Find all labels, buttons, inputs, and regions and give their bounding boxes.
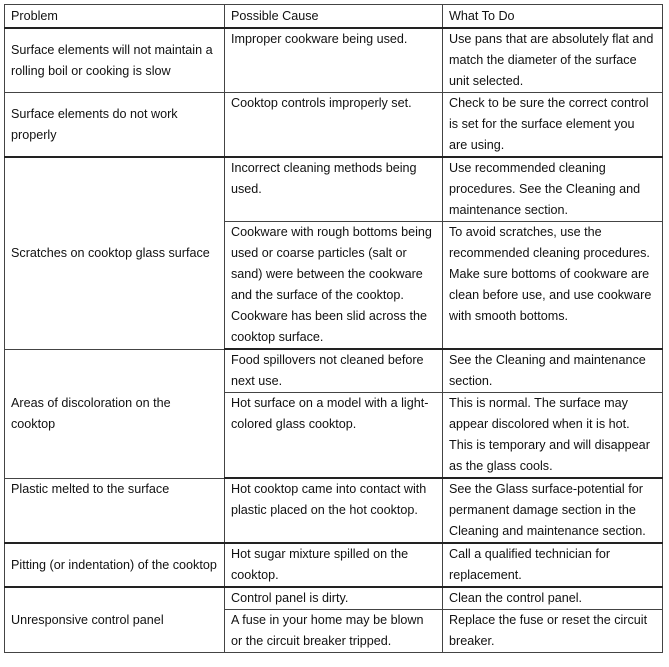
problem-cell: Areas of discoloration on the cooktop (5, 349, 225, 478)
table-row (5, 28, 663, 93)
cause-cell: Cookware with rough bottoms being used or coarse particles (salt or sand) were between the cookware and the surface of the cooktop. Cookware has been slid across the cooktop surface. (225, 222, 443, 350)
cause-cell: Hot surface on a model with a light-colored glass cooktop. (225, 393, 443, 479)
problem-cell: Unresponsive control panel (5, 587, 225, 653)
action-cell: Replace the fuse or reset the circuit breaker. (443, 610, 663, 653)
action-cell: To avoid scratches, use the recommended cleaning procedures. Make sure bottoms of cookware are clean before use, and use cookware with smooth bottoms. (443, 222, 663, 350)
cause-cell: Hot cooktop came into contact with plastic placed on the hot cooktop. (225, 478, 443, 543)
cause-cell: Hot sugar mixture spilled on the cooktop. (225, 543, 443, 587)
action-cell: See the Glass surface-potential for permanent damage section in the Cleaning and maintenance section. (443, 478, 663, 543)
table-row (5, 587, 663, 610)
header-row (5, 5, 663, 29)
table-row (5, 478, 663, 543)
cause-cell: Cooktop controls improperly set. (225, 93, 443, 158)
problem-cell: Surface elements will not maintain a rolling boil or cooking is slow (5, 28, 225, 93)
problem-cell: Plastic melted to the surface (5, 478, 225, 543)
action-cell: Use pans that are absolutely flat and match the diameter of the surface unit selected. (443, 28, 663, 93)
action-cell: Check to be sure the correct control is set for the surface element you are using. (443, 93, 663, 158)
action-cell: Clean the control panel. (443, 587, 663, 610)
troubleshooting-table (4, 4, 663, 653)
cause-cell: Incorrect cleaning methods being used. (225, 157, 443, 222)
cause-cell: A fuse in your home may be blown or the circuit breaker tripped. (225, 610, 443, 653)
action-cell: Use recommended cleaning procedures. See the Cleaning and maintenance section. (443, 157, 663, 222)
action-cell: See the Cleaning and maintenance section. (443, 349, 663, 393)
table-row (5, 543, 663, 587)
cause-cell: Control panel is dirty. (225, 587, 443, 610)
problem-cell: Pitting (or indentation) of the cooktop (5, 543, 225, 587)
table-row (5, 93, 663, 158)
header-problem: Problem (5, 5, 225, 29)
header-what-to-do: What To Do (443, 5, 663, 29)
problem-cell: Scratches on cooktop glass surface (5, 157, 225, 349)
action-cell: Call a qualified technician for replacement. (443, 543, 663, 587)
table-row (5, 349, 663, 393)
action-cell: This is normal. The surface may appear discolored when it is hot. This is temporary and will disappear as the glass cools. (443, 393, 663, 479)
table-row (5, 157, 663, 222)
cause-cell: Improper cookware being used. (225, 28, 443, 93)
problem-cell: Surface elements do not work properly (5, 93, 225, 158)
header-possible-cause: Possible Cause (225, 5, 443, 29)
cause-cell: Food spillovers not cleaned before next use. (225, 349, 443, 393)
